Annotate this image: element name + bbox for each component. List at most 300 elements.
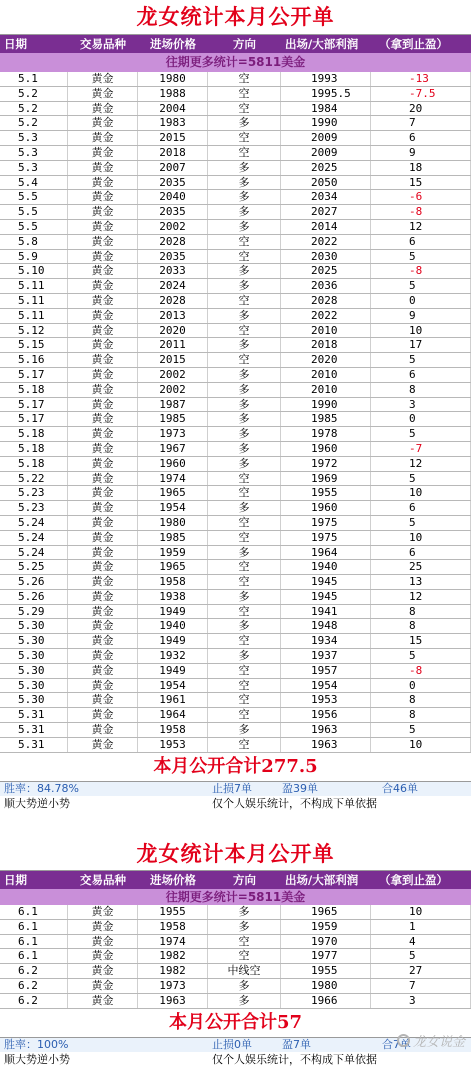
entry-price: 2028	[138, 235, 208, 249]
watermark-text: 龙女说金	[412, 1035, 465, 1050]
trade-profit: 8	[371, 708, 471, 722]
trade-symbol: 黄金	[68, 679, 138, 693]
trade-date: 5.25	[0, 560, 68, 574]
trade-symbol: 黄金	[68, 619, 138, 633]
exit-price: 2022	[281, 235, 371, 249]
trade-profit: -7	[371, 442, 471, 456]
trade-date: 5.2	[0, 87, 68, 101]
table-row	[0, 634, 471, 649]
exit-price: 1969	[281, 472, 371, 486]
exit-price: 2036	[281, 279, 371, 293]
trade-date: 5.26	[0, 590, 68, 604]
trade-profit: 10	[371, 531, 471, 545]
disclaimer: 仅个人娱乐统计，不构成下单依据	[212, 1052, 377, 1066]
trade-date: 5.11	[0, 279, 68, 293]
trade-direction: 空	[208, 634, 281, 648]
header-symbol: 交易品种	[80, 873, 126, 887]
entry-price: 2015	[138, 131, 208, 145]
table-row	[0, 146, 471, 161]
trade-date: 5.8	[0, 235, 68, 249]
monthly-total: 本月公开合计277.5	[0, 753, 471, 782]
trade-symbol: 黄金	[68, 294, 138, 308]
trade-profit: 15	[371, 634, 471, 648]
trade-direction: 空	[208, 131, 281, 145]
trade-profit: 4	[371, 935, 471, 949]
table-row	[0, 353, 471, 368]
trade-symbol: 黄金	[68, 87, 138, 101]
trade-date: 5.3	[0, 131, 68, 145]
exit-price: 1975	[281, 516, 371, 530]
table-row	[0, 324, 471, 339]
table-row	[0, 935, 471, 950]
table-row	[0, 486, 471, 501]
trade-date: 5.9	[0, 250, 68, 264]
column-header-row	[0, 871, 471, 889]
exit-price: 1984	[281, 102, 371, 116]
trade-symbol: 黄金	[68, 146, 138, 160]
trade-symbol: 黄金	[68, 531, 138, 545]
trade-direction: 空	[208, 949, 281, 963]
trade-date: 6.1	[0, 905, 68, 919]
trade-direction: 空	[208, 664, 281, 678]
header-exit: 出场/大部利润	[285, 37, 359, 51]
trade-profit: 20	[371, 102, 471, 116]
exit-price: 1975	[281, 531, 371, 545]
trade-profit: 6	[371, 368, 471, 382]
trade-symbol: 黄金	[68, 949, 138, 963]
exit-price: 2014	[281, 220, 371, 234]
trade-profit: 8	[371, 619, 471, 633]
trade-symbol: 黄金	[68, 383, 138, 397]
entry-price: 1959	[138, 546, 208, 560]
trade-profit: 7	[371, 979, 471, 993]
trade-date: 6.1	[0, 920, 68, 934]
exit-price: 1972	[281, 457, 371, 471]
strategy-note: 顺大势逆小势	[4, 796, 70, 810]
exit-price: 2010	[281, 324, 371, 338]
trade-symbol: 黄金	[68, 964, 138, 978]
table-row	[0, 220, 471, 235]
trade-profit: 5	[371, 427, 471, 441]
trade-date: 5.30	[0, 693, 68, 707]
trade-profit: 5	[371, 649, 471, 663]
trade-direction: 多	[208, 723, 281, 737]
table-row	[0, 516, 471, 531]
exit-price: 1990	[281, 398, 371, 412]
trade-profit: 10	[371, 738, 471, 752]
table-row	[0, 457, 471, 472]
trade-date: 5.17	[0, 412, 68, 426]
trade-direction: 多	[208, 176, 281, 190]
trade-profit: 5	[371, 516, 471, 530]
trade-date: 5.24	[0, 546, 68, 560]
trade-direction: 空	[208, 146, 281, 160]
exit-price: 1965	[281, 905, 371, 919]
trade-profit: 9	[371, 309, 471, 323]
trade-direction: 多	[208, 205, 281, 219]
trade-direction: 中线空	[208, 964, 281, 978]
table-row	[0, 442, 471, 457]
trade-profit: 5	[371, 472, 471, 486]
trade-symbol: 黄金	[68, 368, 138, 382]
entry-price: 1983	[138, 116, 208, 130]
trade-direction: 多	[208, 546, 281, 560]
trade-symbol: 黄金	[68, 176, 138, 190]
exit-price: 1977	[281, 949, 371, 963]
entry-price: 1960	[138, 457, 208, 471]
entry-price: 1974	[138, 472, 208, 486]
trade-symbol: 黄金	[68, 457, 138, 471]
stop-loss-count: 止损0单	[212, 1037, 252, 1051]
trade-direction: 空	[208, 235, 281, 249]
exit-price: 2050	[281, 176, 371, 190]
trade-symbol: 黄金	[68, 664, 138, 678]
entry-price: 2013	[138, 309, 208, 323]
entry-price: 1973	[138, 427, 208, 441]
trade-symbol: 黄金	[68, 427, 138, 441]
trade-date: 5.30	[0, 619, 68, 633]
exit-price: 1995.5	[281, 87, 371, 101]
trade-profit: 17	[371, 338, 471, 352]
trade-symbol: 黄金	[68, 102, 138, 116]
trade-direction: 空	[208, 738, 281, 752]
trade-profit: 8	[371, 383, 471, 397]
trade-symbol: 黄金	[68, 708, 138, 722]
trade-symbol: 黄金	[68, 190, 138, 204]
trade-symbol: 黄金	[68, 649, 138, 663]
trade-date: 5.2	[0, 102, 68, 116]
trade-table	[0, 905, 471, 1009]
trade-direction: 多	[208, 501, 281, 515]
exit-price: 1937	[281, 649, 371, 663]
entry-price: 2015	[138, 353, 208, 367]
trade-direction: 空	[208, 679, 281, 693]
trade-date: 5.31	[0, 723, 68, 737]
header-profit: （拿到止盈）	[379, 873, 448, 887]
trade-profit: 13	[371, 575, 471, 589]
table-row	[0, 250, 471, 265]
exit-price: 1941	[281, 605, 371, 619]
entry-price: 1958	[138, 723, 208, 737]
table-row	[0, 412, 471, 427]
trade-symbol: 黄金	[68, 264, 138, 278]
trade-symbol: 黄金	[68, 994, 138, 1008]
exit-price: 2009	[281, 131, 371, 145]
trade-symbol: 黄金	[68, 309, 138, 323]
table-row	[0, 398, 471, 413]
table-row	[0, 994, 471, 1009]
total-orders: 合46单	[382, 781, 418, 795]
trade-date: 5.2	[0, 116, 68, 130]
trade-symbol: 黄金	[68, 501, 138, 515]
trade-profit: 0	[371, 679, 471, 693]
trade-date: 5.17	[0, 398, 68, 412]
trade-date: 5.29	[0, 605, 68, 619]
entry-price: 2028	[138, 294, 208, 308]
table-row	[0, 679, 471, 694]
entry-price: 1953	[138, 738, 208, 752]
trade-date: 5.17	[0, 368, 68, 382]
trade-symbol: 黄金	[68, 935, 138, 949]
table-row	[0, 708, 471, 723]
trade-symbol: 黄金	[68, 442, 138, 456]
trade-date: 5.4	[0, 176, 68, 190]
entry-price: 1940	[138, 619, 208, 633]
trade-symbol: 黄金	[68, 723, 138, 737]
history-banner: 往期更多统计=5811美金	[0, 889, 471, 905]
trade-direction: 多	[208, 309, 281, 323]
exit-price: 1959	[281, 920, 371, 934]
header-profit: （拿到止盈）	[379, 37, 448, 51]
trade-profit: 6	[371, 131, 471, 145]
table-row	[0, 72, 471, 87]
trade-symbol: 黄金	[68, 516, 138, 530]
trade-date: 5.11	[0, 309, 68, 323]
trade-direction: 空	[208, 531, 281, 545]
trade-date: 5.5	[0, 190, 68, 204]
exit-price: 2030	[281, 250, 371, 264]
trade-date: 5.31	[0, 738, 68, 752]
trade-direction: 空	[208, 935, 281, 949]
exit-price: 2010	[281, 368, 371, 382]
trade-date: 5.23	[0, 501, 68, 515]
trade-direction: 多	[208, 368, 281, 382]
trade-profit: 25	[371, 560, 471, 574]
trade-symbol: 黄金	[68, 605, 138, 619]
trade-profit: -7.5	[371, 87, 471, 101]
trade-direction: 空	[208, 250, 281, 264]
trade-direction: 多	[208, 264, 281, 278]
trade-date: 5.31	[0, 708, 68, 722]
trade-direction: 空	[208, 605, 281, 619]
table-row	[0, 131, 471, 146]
trade-direction: 空	[208, 353, 281, 367]
trade-date: 5.16	[0, 353, 68, 367]
trade-symbol: 黄金	[68, 116, 138, 130]
exit-price: 2027	[281, 205, 371, 219]
table-row	[0, 383, 471, 398]
table-row	[0, 235, 471, 250]
exit-price: 1980	[281, 979, 371, 993]
trade-direction: 多	[208, 412, 281, 426]
trade-date: 6.2	[0, 964, 68, 978]
trade-profit: 7	[371, 116, 471, 130]
entry-price: 1965	[138, 560, 208, 574]
trade-date: 5.12	[0, 324, 68, 338]
trade-profit: 12	[371, 220, 471, 234]
trade-profit: 10	[371, 324, 471, 338]
entry-price: 1938	[138, 590, 208, 604]
trade-profit: 0	[371, 412, 471, 426]
trade-profit: 10	[371, 905, 471, 919]
entry-price: 1973	[138, 979, 208, 993]
trade-date: 6.1	[0, 935, 68, 949]
entry-price: 1965	[138, 486, 208, 500]
trade-direction: 多	[208, 190, 281, 204]
trade-date: 5.18	[0, 457, 68, 471]
trade-date: 5.3	[0, 161, 68, 175]
exit-price: 1993	[281, 72, 371, 86]
trade-date: 5.26	[0, 575, 68, 589]
profit-count: 盈39单	[282, 781, 318, 795]
trade-direction: 多	[208, 427, 281, 441]
trade-direction: 多	[208, 457, 281, 471]
trade-date: 5.23	[0, 486, 68, 500]
entry-price: 1954	[138, 501, 208, 515]
trade-profit: 6	[371, 546, 471, 560]
exit-price: 2018	[281, 338, 371, 352]
header-date: 日期	[4, 873, 27, 887]
entry-price: 1949	[138, 664, 208, 678]
trade-direction: 多	[208, 398, 281, 412]
header-direction: 方向	[233, 37, 256, 51]
table-row	[0, 649, 471, 664]
entry-price: 1980	[138, 72, 208, 86]
exit-price: 2009	[281, 146, 371, 160]
entry-price: 1961	[138, 693, 208, 707]
exit-price: 1960	[281, 501, 371, 515]
trade-symbol: 黄金	[68, 920, 138, 934]
win-rate: 胜率：100%	[4, 1037, 69, 1051]
entry-price: 2011	[138, 338, 208, 352]
exit-price: 1966	[281, 994, 371, 1008]
watermark-logo-icon	[397, 1034, 410, 1047]
trade-profit: -6	[371, 190, 471, 204]
trade-date: 5.18	[0, 427, 68, 441]
trade-profit: -8	[371, 264, 471, 278]
trade-symbol: 黄金	[68, 72, 138, 86]
table-row	[0, 338, 471, 353]
entry-price: 2020	[138, 324, 208, 338]
table-row	[0, 590, 471, 605]
trade-profit: -8	[371, 664, 471, 678]
entry-price: 2002	[138, 383, 208, 397]
entry-price: 2035	[138, 176, 208, 190]
trade-direction: 空	[208, 102, 281, 116]
exit-price: 1955	[281, 486, 371, 500]
trade-profit: 6	[371, 235, 471, 249]
entry-price: 2004	[138, 102, 208, 116]
entry-price: 2002	[138, 368, 208, 382]
trade-direction: 多	[208, 979, 281, 993]
trade-symbol: 黄金	[68, 738, 138, 752]
entry-price: 2002	[138, 220, 208, 234]
table-row	[0, 979, 471, 994]
table-row	[0, 619, 471, 634]
trade-date: 5.30	[0, 664, 68, 678]
table-row	[0, 294, 471, 309]
trade-profit: 18	[371, 161, 471, 175]
table-row	[0, 161, 471, 176]
header-entry: 进场价格	[150, 37, 196, 51]
trade-direction: 多	[208, 905, 281, 919]
table-row	[0, 427, 471, 442]
exit-price: 1945	[281, 590, 371, 604]
trade-date: 6.2	[0, 979, 68, 993]
trade-symbol: 黄金	[68, 575, 138, 589]
trade-direction: 多	[208, 116, 281, 130]
watermark	[397, 1031, 465, 1050]
entry-price: 1949	[138, 605, 208, 619]
entry-price: 2033	[138, 264, 208, 278]
table-row	[0, 205, 471, 220]
exit-price: 1985	[281, 412, 371, 426]
entry-price: 1985	[138, 531, 208, 545]
trade-symbol: 黄金	[68, 161, 138, 175]
trade-profit: 1	[371, 920, 471, 934]
trade-profit: 5	[371, 250, 471, 264]
exit-price: 1945	[281, 575, 371, 589]
trade-symbol: 黄金	[68, 205, 138, 219]
header-symbol: 交易品种	[80, 37, 126, 51]
win-rate: 胜率：84.78%	[4, 781, 79, 795]
exit-price: 2020	[281, 353, 371, 367]
header-date: 日期	[4, 37, 27, 51]
exit-price: 2022	[281, 309, 371, 323]
history-banner: 往期更多统计=5811美金	[0, 53, 471, 72]
entry-price: 1980	[138, 516, 208, 530]
total-orders: 合7单	[382, 1037, 411, 1051]
trade-profit: 0	[371, 294, 471, 308]
trade-date: 5.30	[0, 634, 68, 648]
entry-price: 1974	[138, 935, 208, 949]
exit-price: 1934	[281, 634, 371, 648]
trade-profit: 3	[371, 994, 471, 1008]
trade-symbol: 黄金	[68, 412, 138, 426]
trade-date: 5.5	[0, 205, 68, 219]
table-row	[0, 560, 471, 575]
trade-date: 5.22	[0, 472, 68, 486]
entry-price: 1982	[138, 949, 208, 963]
exit-price: 1956	[281, 708, 371, 722]
trade-profit: 27	[371, 964, 471, 978]
trade-date: 5.1	[0, 72, 68, 86]
trade-direction: 多	[208, 338, 281, 352]
note-row	[0, 796, 471, 811]
table-row	[0, 905, 471, 920]
exit-price: 2034	[281, 190, 371, 204]
header-direction: 方向	[233, 873, 256, 887]
trade-symbol: 黄金	[68, 560, 138, 574]
trade-date: 5.30	[0, 649, 68, 663]
table-row	[0, 738, 471, 753]
trade-symbol: 黄金	[68, 905, 138, 919]
trade-profit: 5	[371, 279, 471, 293]
trade-symbol: 黄金	[68, 693, 138, 707]
trade-direction: 空	[208, 324, 281, 338]
exit-price: 1957	[281, 664, 371, 678]
table-row	[0, 575, 471, 590]
trade-symbol: 黄金	[68, 338, 138, 352]
trade-date: 5.11	[0, 294, 68, 308]
exit-price: 2010	[281, 383, 371, 397]
entry-price: 2035	[138, 250, 208, 264]
trade-table	[0, 72, 471, 753]
trade-profit: 15	[371, 176, 471, 190]
table-row	[0, 546, 471, 561]
entry-price: 1967	[138, 442, 208, 456]
trade-symbol: 黄金	[68, 979, 138, 993]
trade-profit: 9	[371, 146, 471, 160]
table-row	[0, 264, 471, 279]
trade-direction: 空	[208, 560, 281, 574]
exit-price: 1970	[281, 935, 371, 949]
trade-profit: -13	[371, 72, 471, 86]
trade-symbol: 黄金	[68, 235, 138, 249]
exit-price: 1963	[281, 738, 371, 752]
exit-price: 1960	[281, 442, 371, 456]
entry-price: 1964	[138, 708, 208, 722]
